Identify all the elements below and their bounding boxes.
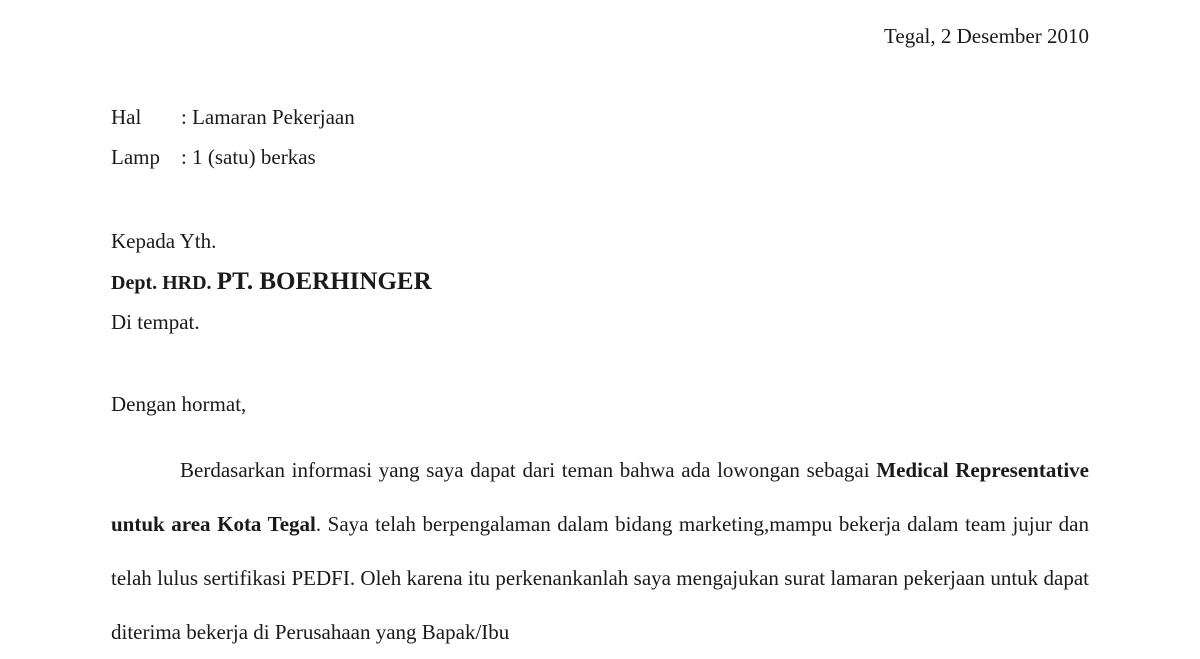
recipient-greeting: Kepada Yth. [111, 229, 217, 253]
salutation: Dengan hormat, [111, 392, 247, 416]
letter-date: Tegal, 2 Desember 2010 [884, 24, 1089, 48]
subject-row [111, 103, 355, 131]
recipient-place: Di tempat. [111, 310, 200, 334]
body-text-rest: . Saya telah berpengalaman dalam bidang marketing,mampu bekerja dalam team jujur dan telah lulus sertifikasi PEDFI. Oleh karena itu perkenankanlah saya mengajukan surat lamaran pekerjaan untuk dapat diterima bekerja di Perusahaan yang Bapak/Ibu [111, 512, 1089, 644]
body-text-position: Medical Representative untuk area Kota Tegal [111, 458, 1089, 536]
body-text-intro: Berdasarkan informasi yang saya dapat dari teman bahwa ada lowongan sebagai [180, 458, 877, 482]
subject-value: : Lamaran Pekerjaan [181, 105, 355, 129]
subject-label: Hal [111, 105, 142, 129]
attachment-row [111, 143, 316, 171]
recipient-company-name: PT. BOERHINGER [216, 268, 432, 295]
recipient-company [111, 268, 432, 297]
recipient-dept: Dept. HRD. [111, 272, 212, 294]
attachment-label: Lamp [111, 145, 160, 169]
body-paragraph [111, 443, 1089, 659]
attachment-value: : 1 (satu) berkas [181, 145, 316, 169]
